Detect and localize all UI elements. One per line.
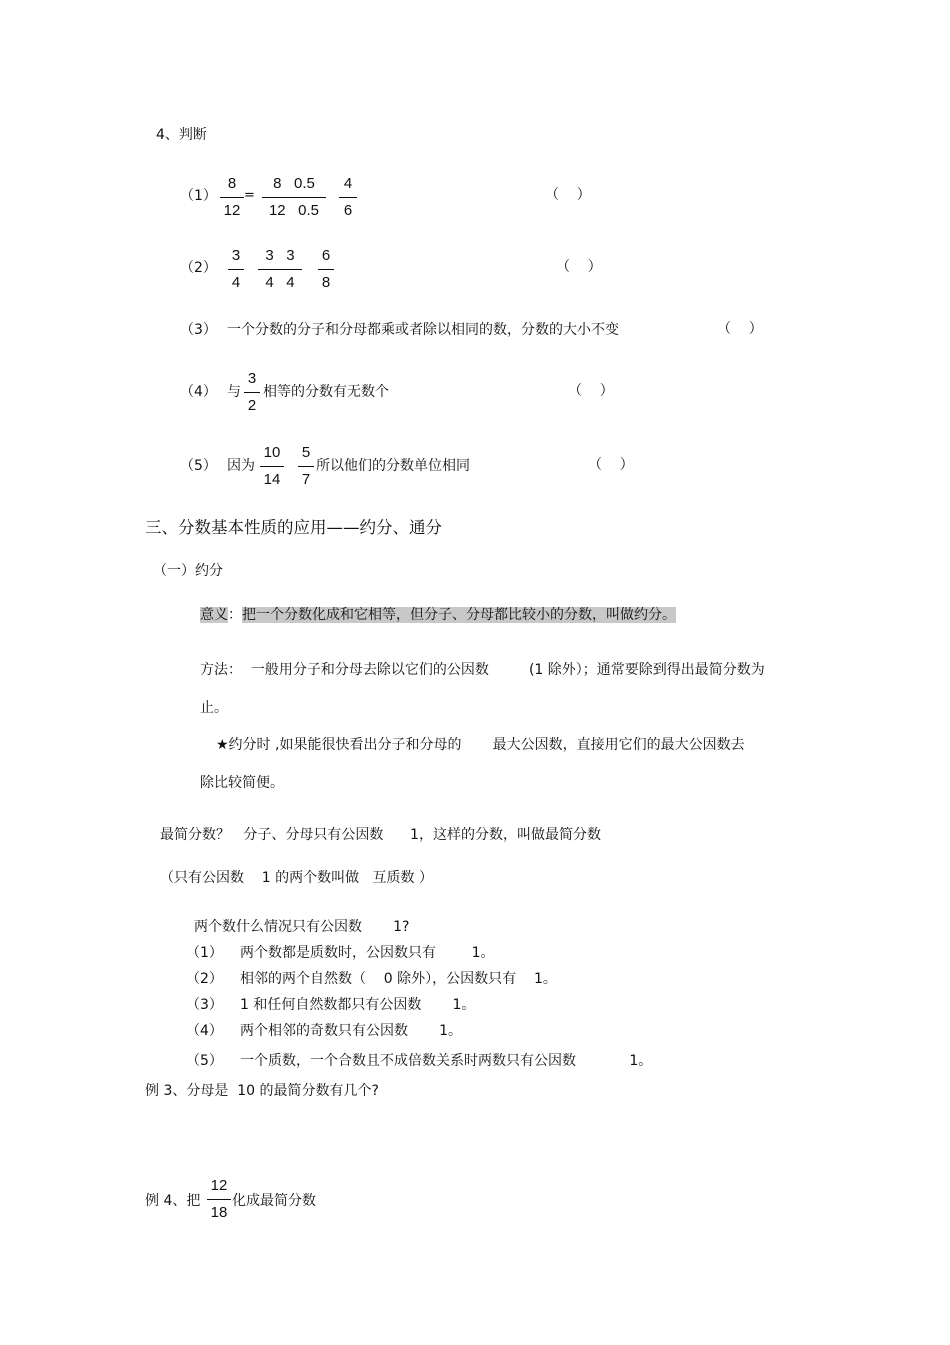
case-3-text: 1 和任何自然数都只有公因数 1。 — [240, 997, 476, 1013]
q4-item3-text: 一个分数的分子和分母都乘或者除以相同的数，分数的大小不变 — [227, 322, 619, 338]
denominator: 14 — [263, 471, 281, 488]
q4-item5-fraction-a — [260, 442, 284, 491]
denominator: 2 — [247, 397, 257, 414]
example-4-suffix: 化成最简分数 — [232, 1193, 316, 1209]
q4-item4-number: （4） — [180, 384, 217, 400]
case-4-text: 两个相邻的奇数只有公因数 1。 — [240, 1023, 463, 1039]
meaning-label: 意义 — [200, 607, 228, 623]
numerator: 3 — [231, 247, 241, 264]
case-2-text: 相邻的两个自然数（ 0 除外），公因数只有 1。 — [240, 971, 557, 987]
q4-item1-number: （1） — [180, 188, 217, 204]
example-3: 例 3、分母是 10 的最简分数有几个? — [145, 1083, 379, 1099]
numerator: 12 — [210, 1177, 228, 1194]
fraction-bar — [318, 269, 334, 270]
numerator: 8 0.5 — [273, 175, 315, 192]
denominator: 4 4 — [265, 274, 295, 291]
q4-item4-fraction — [244, 368, 260, 417]
section3-subtitle-reduction: （一）约分 — [153, 563, 223, 579]
q4-item1-fraction-a — [220, 173, 244, 222]
meaning-text: 把一个分数化成和它相等，但分子、分母都比较小的分数，叫做约分。 — [242, 607, 676, 623]
denominator: 6 — [343, 202, 353, 219]
q4-item4-answer-blank[interactable]: （ ） — [568, 383, 614, 399]
q4-item2-fraction-b — [258, 245, 302, 294]
denominator: 12 0.5 — [268, 202, 320, 219]
q4-item4-prefix: 与 — [227, 384, 241, 400]
case-2-number: （2） — [186, 971, 223, 987]
fraction-bar — [207, 1199, 231, 1200]
when-only-common-factor-title: 两个数什么情况只有公因数 1? — [194, 919, 410, 935]
example-4-fraction — [207, 1175, 231, 1224]
case-5-number: （5） — [186, 1053, 223, 1069]
q4-item1-fraction-c — [339, 173, 357, 222]
q4-item5-number: （5） — [180, 458, 217, 474]
fraction-bar — [258, 269, 302, 270]
fraction-bar — [260, 466, 284, 467]
case-1-text: 两个数都是质数时，公因数只有 1。 — [240, 945, 495, 961]
simplest-fraction-definition: 最简分数？ 分子、分母只有公因数 1，这样的分数，叫做最简分数 — [160, 827, 601, 843]
q4-item2-fraction-a — [228, 245, 244, 294]
case-1-number: （1） — [186, 945, 223, 961]
meaning-line — [200, 604, 676, 624]
denominator: 12 — [223, 202, 241, 219]
fraction-bar — [298, 466, 314, 467]
q4-title: 4、判断 — [156, 127, 207, 143]
method-line-1: 方法： 一般用分子和分母去除以它们的公因数 (1 除外）；通常要除到得出最简分数为 — [200, 662, 765, 678]
q4-item2-fraction-c — [318, 245, 334, 294]
numerator: 3 3 — [265, 247, 295, 264]
numerator: 6 — [321, 247, 331, 264]
numerator: 3 — [247, 370, 257, 387]
q4-item1-fraction-b — [262, 173, 326, 222]
fraction-bar — [220, 197, 244, 198]
meaning-colon: ： — [228, 607, 242, 623]
fraction-bar — [244, 392, 260, 393]
case-4-number: （4） — [186, 1023, 223, 1039]
example-4-prefix: 例 4、把 — [145, 1193, 201, 1209]
q4-item2-number: （2） — [180, 260, 217, 276]
tip-line-1: ★约分时 ,如果能很快看出分子和分母的 最大公因数，直接用它们的最大公因数去 — [216, 737, 745, 753]
numerator: 4 — [343, 175, 353, 192]
q4-item5-text: 所以他们的分数单位相同 — [316, 458, 470, 474]
q4-item1-equals: = — [244, 188, 255, 203]
denominator: 8 — [321, 274, 331, 291]
q4-item5-answer-blank[interactable]: （ ） — [588, 457, 634, 473]
case-3-number: （3） — [186, 997, 223, 1013]
q4-item1-answer-blank[interactable]: （ ） — [545, 187, 591, 203]
case-5-text: 一个质数，一个合数且不成倍数关系时两数只有公因数 1。 — [240, 1053, 653, 1069]
denominator: 7 — [301, 471, 311, 488]
q4-item3-answer-blank[interactable]: （ ） — [717, 321, 763, 337]
numerator: 10 — [263, 444, 281, 461]
fraction-bar — [262, 197, 326, 198]
q4-item2-answer-blank[interactable]: （ ） — [556, 259, 602, 275]
tip-line-2: 除比较简便。 — [200, 775, 284, 791]
q4-item5-prefix: 因为 — [227, 458, 255, 474]
numerator: 8 — [227, 175, 237, 192]
numerator: 5 — [301, 444, 311, 461]
fraction-bar — [228, 269, 244, 270]
q4-item5-fraction-b — [298, 442, 314, 491]
section3-title: 三、分数基本性质的应用——约分、通分 — [145, 518, 442, 537]
coprime-definition: （只有公因数 1 的两个数叫做 互质数 ） — [160, 870, 433, 886]
denominator: 4 — [231, 274, 241, 291]
method-line-2: 止。 — [200, 700, 228, 716]
fraction-bar — [339, 197, 357, 198]
q4-item4-text: 相等的分数有无数个 — [263, 384, 389, 400]
q4-item3-number: （3） — [180, 322, 217, 338]
denominator: 18 — [210, 1204, 228, 1221]
